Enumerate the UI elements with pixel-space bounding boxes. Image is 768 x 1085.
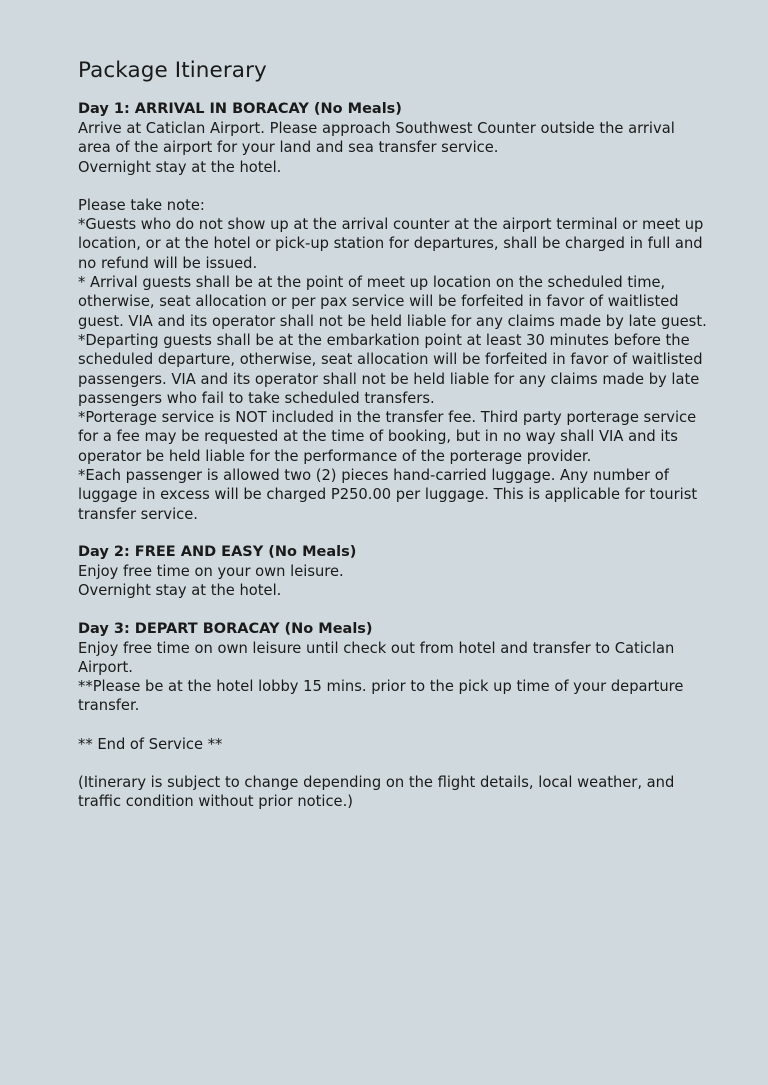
day3-section (78, 620, 708, 716)
day1-heading: Day 1: ARRIVAL IN BORACAY (No Meals) (78, 101, 402, 117)
spacer (78, 177, 708, 196)
note-item: *Porterage service is NOT included in the transfer fee. Third party porterage service for a fee may be requested at the time of booking, but in no way shall VIA and its operator be held liable for the performance of the porterage provider. (78, 409, 697, 465)
day3-line: Enjoy free time on own leisure until check out from hotel and transfer to Caticlan Airport. (78, 639, 675, 676)
day1-line: Arrive at Caticlan Airport. Please approach Southwest Counter outside the arrival area of the airport for your land and sea transfer service. (78, 120, 675, 157)
spacer (78, 601, 708, 620)
spacer (78, 716, 708, 735)
day2-section (78, 543, 708, 601)
note-item: *Each passenger is allowed two (2) pieces hand-carried luggage. Any number of luggage in excess will be charged P250.00 per luggage. This is applicable for tourist transfer service. (78, 467, 698, 523)
spacer (78, 524, 708, 543)
page-title: Package Itinerary (78, 58, 267, 83)
notes-intro: Please take note: (78, 196, 205, 214)
notes-section (78, 196, 708, 524)
note-item: *Guests who do not show up at the arrival counter at the airport terminal or meet up location, or at the hotel or pick-up station for departures, shall be charged in full and no refund will be issued. (78, 216, 704, 272)
note-item: *Departing guests shall be at the embarkation point at least 30 minutes before the scheduled departure, otherwise, seat allocation will be forfeited in favor of waitlisted passengers. VIA and its operator shall not be held liable for any claims made by late passengers who fail to take scheduled transfers. (78, 331, 703, 407)
day2-heading: Day 2: FREE AND EASY (No Meals) (78, 543, 357, 560)
day1-line: Overnight stay at the hotel. (78, 158, 282, 176)
day3-heading: Day 3: DEPART BORACAY (No Meals) (78, 620, 373, 637)
disclaimer: (Itinerary is subject to change depending on the flight details, local weather, and traffic condition without prior notice.) (78, 774, 675, 811)
end-of-service: ** End of Service ** (78, 735, 223, 753)
note-item: * Arrival guests shall be at the point of meet up location on the scheduled time, otherwise, seat allocation or per pax service will be forfeited in favor of waitlisted guest. VIA and its operator shall not be held liable for any claims made by late guest. (78, 274, 707, 330)
spacer (78, 754, 708, 773)
day2-line: Enjoy free time on your own leisure. (78, 562, 344, 580)
day3-line: **Please be at the hotel lobby 15 mins. prior to the pick up time of your departure transfer. (78, 678, 684, 715)
day2-line: Overnight stay at the hotel. (78, 582, 282, 600)
day1-section (78, 100, 708, 177)
